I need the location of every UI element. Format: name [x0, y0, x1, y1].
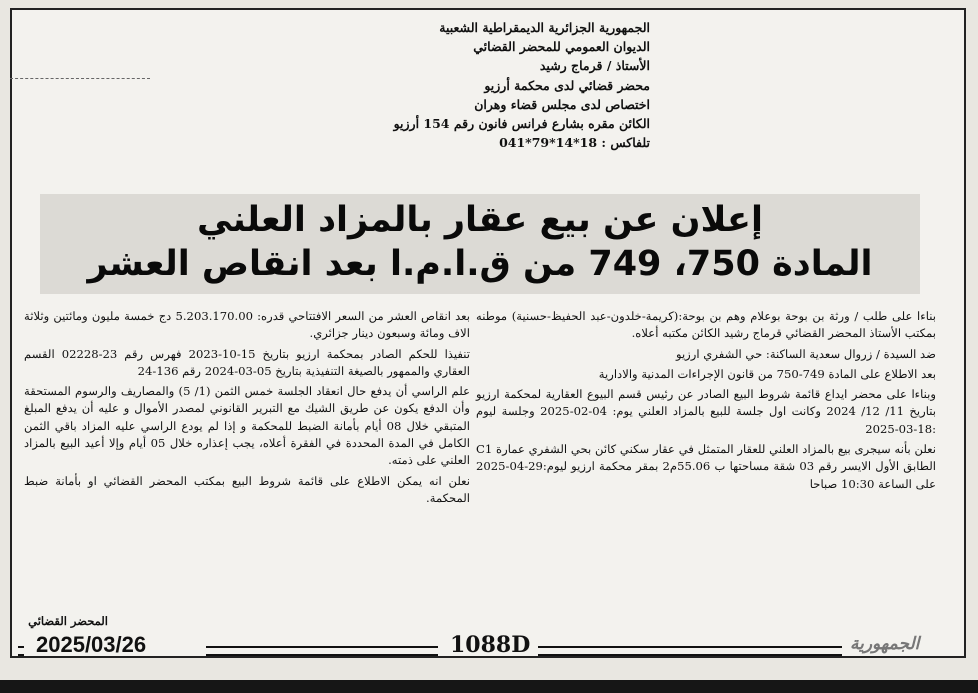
announcement-page — [10, 8, 966, 658]
header-line-republic: الجمهورية الجزائرية الديمقراطية الشعبية — [439, 20, 650, 35]
paragraph-consultation: نعلن انه يمكن الاطلاع على قائمة شروط البيع بمكتب المحضر القضائي او بأمانة ضبط المحكمة. — [24, 473, 470, 505]
footer-rule-middle-right — [538, 646, 842, 656]
newspaper-logo: الجمهورية — [850, 634, 920, 654]
footer-rule-left — [18, 646, 24, 656]
left-text-column — [24, 308, 470, 510]
footer — [10, 634, 962, 662]
header-line-bailiff: الأستاذ / قرماج رشيد — [539, 58, 650, 74]
paragraph-judgment: تنفيذا للحكم الصادر بمحكمة ارزيو بتاريخ 15-10-2023 فهرس رقم 23-02228 القسم العقاري والممهور بالصيغة التنفيذية بتاريخ 05-03-2024 رقم 136-24 — [24, 346, 470, 378]
announcement-title — [40, 198, 920, 286]
paragraph-defendant: ضد السيدة / زروال سعدية الساكنة: حي الشفري ارزيو — [675, 346, 936, 361]
header-block — [210, 18, 650, 152]
footer-ad-number: 1088D — [450, 632, 531, 658]
header-line-address: الكائن مقره بشارع فرانس فانون رقم 154 أرزيو — [393, 116, 650, 132]
scan-edge — [0, 680, 978, 693]
cut-line — [10, 78, 150, 79]
header-line-jurisdiction: اختصاص لدى مجلس قضاء وهران — [474, 96, 650, 112]
paragraph-sale-notice: نعلن بأنه سيجرى بيع بالمزاد العلني للعقار المتمثل في عقار سكني كائن بحي الشفري عمارة C1 الطابق الأول الايسر رقم 03 شقة مساحتها ب 55.06م2 بمقر محكمة ارزيو ليوم:29-04-2025 على الساعة 10:30 صباحا — [476, 442, 937, 491]
signature: المحضر القضائي — [28, 614, 108, 628]
footer-rule-middle-left — [206, 646, 438, 656]
right-text-column — [476, 308, 936, 496]
header-line-office: الديوان العمومي للمحضر القضائي — [473, 39, 650, 55]
header-line-court: محضر قضائي لدى محكمة أرزيو — [484, 77, 650, 93]
title-line-1: إعلان عن بيع عقار بالمزاد العلني — [197, 200, 763, 240]
paragraph-price: بعد انقاص العشر من السعر الافتتاحي قدره: 5.203.170.00 دج خمسة مليون ومائتين وثلاثة الاف ومائة وسبعون دينار جزائري. — [24, 309, 470, 341]
paragraph-conditions-filing: وبناءا على محضر ايداع قائمة شروط البيع الصادر عن رئيس قسم البيوع العقارية لمحكمة ارزيو بتاريخ 11/ 12/ 2024 وكانت اول جلسة للبيع بالمزاد العلني يوم: 04-02-2025 وجلسة ليوم :18-03-2025 — [476, 387, 936, 436]
title-line-2: المادة 750، 749 من ق.ا.م.ا بعد انقاص العشر — [87, 244, 873, 284]
paragraph-requester: بناءا على طلب / ورثة بن بوحة بوعلام وهم بن بوحة:(كريمة-خلدون-عبد الحفيظ-حسنية) موطنه بمكتب الأستاذ المحضر القضائي قرماج رشيد الكائن مكتبه أعلاه. — [476, 309, 936, 341]
header-line-phone: تلفاكس : 18*14*79*041 — [499, 135, 650, 151]
paragraph-legal-basis: بعد الاطلاع على المادة 749-750 من قانون الإجراءات المدنية والادارية — [598, 366, 936, 381]
footer-date: 2025/03/26 — [36, 632, 147, 657]
paragraph-payment-terms: علم الراسي أن يدفع حال انعقاد الجلسة خمس الثمن (1/ 5) والمصاريف والرسوم المستحقة وأن الدفع يكون عن طريق الشيك مع التبرير القانوني لمصدر الأموال و عليه أن يدفع المبلغ المتبقي خلال 08 أيام بأمانة الضبط للمحكمة و إذا لم يودع الراسي عليه المزاد باقي الثمن الكامل في المدة المحددة في الفقرة أعلاه، يجب إعذاره خلال 05 أيام وإلا أعيد البيع بالمزاد العلني على ذمته. — [24, 384, 471, 468]
